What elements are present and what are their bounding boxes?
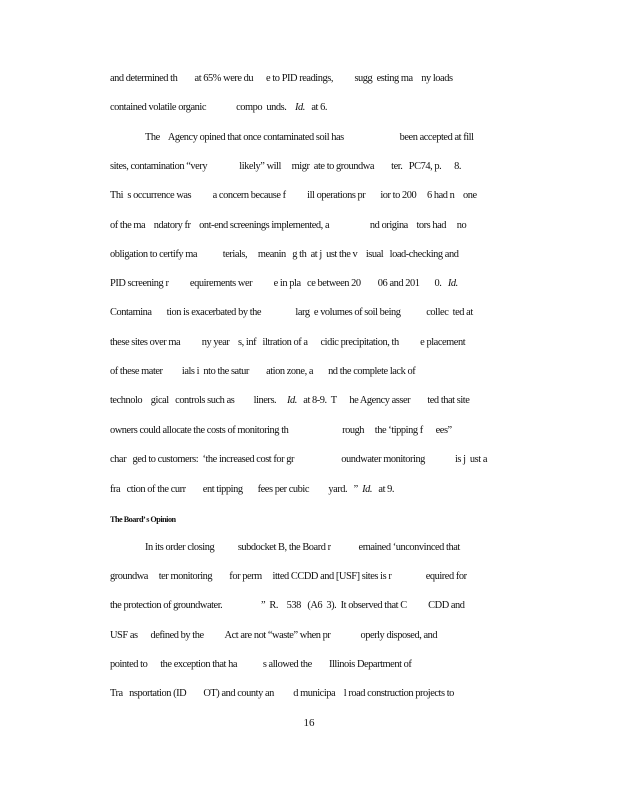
body-line-11: of these mater ials i nto the satur ation zone, a nd the complete lack of: [110, 366, 416, 377]
body-line-21: Tra nsportation (ID OT) and county an d municipa l road construction projects to: [110, 688, 454, 699]
body-line-6: of the ma ndatory fr ont-end screenings implemented, a nd origina tors had no: [110, 220, 467, 231]
body-line-20: pointed to the exception that ha s allowed the Illinois Department of: [110, 659, 412, 670]
page-number: 16: [303, 717, 315, 729]
body-line-7: obligation to certify ma terials, meanin g th at j ust the v isual load-checking and: [110, 249, 459, 260]
body-line-18: the protection of groundwater. ” R. 538 (A6 3). It observed that C CDD and: [110, 600, 465, 611]
body-line-1: and determined th at 65% were du e to PID readings, sugg esting ma ny loads: [110, 73, 453, 84]
body-line-16: In its order closing subdocket B, the Board r emained ‘unconvinced that: [145, 542, 460, 553]
body-line-3: The Agency opined that once contaminated soil has been accepted at fill: [145, 132, 474, 143]
body-line-19: USF as defined by the Act are not “waste” when pr operly disposed, and: [110, 630, 438, 641]
body-line-5: Thi s occurrence was a concern because f ill operations pr ior to 200 6 had n one: [110, 190, 477, 201]
section-heading: The Board’ s Opinion: [110, 515, 176, 524]
body-line-4: sites, contamination “very likely” will migr ate to groundwa ter. PC74, p. 8.: [110, 161, 462, 172]
body-line-14: char ged to customers: ‘the increased cost for gr oundwater monitoring is j ust a: [110, 454, 487, 465]
body-line-9: Contamina tion is exacerbated by the larg e volumes of soil being collec ted at: [110, 307, 473, 318]
body-line-13: owners could allocate the costs of monitoring th rough the ‘tipping f ees”: [110, 425, 452, 436]
body-line-2: contained volatile organic compo unds. Id. at 6.: [110, 102, 327, 113]
body-line-8: PID screening r equirements wer e in pla ce between 20 06 and 201 0. Id.: [110, 278, 458, 289]
body-line-12: technolo gical controls such as liners. Id. at 8-9. T he Agency asser ted that site: [110, 395, 470, 406]
body-line-15: fra ction of the curr ent tipping fees per cubic yard. ” Id. at 9.: [110, 484, 395, 495]
body-line-17: groundwa ter monitoring for perm itted CCDD and [USF] sites is r equired for: [110, 571, 467, 582]
body-line-10: these sites over ma ny year s, inf iltration of a cidic precipitation, th e placement: [110, 337, 466, 348]
